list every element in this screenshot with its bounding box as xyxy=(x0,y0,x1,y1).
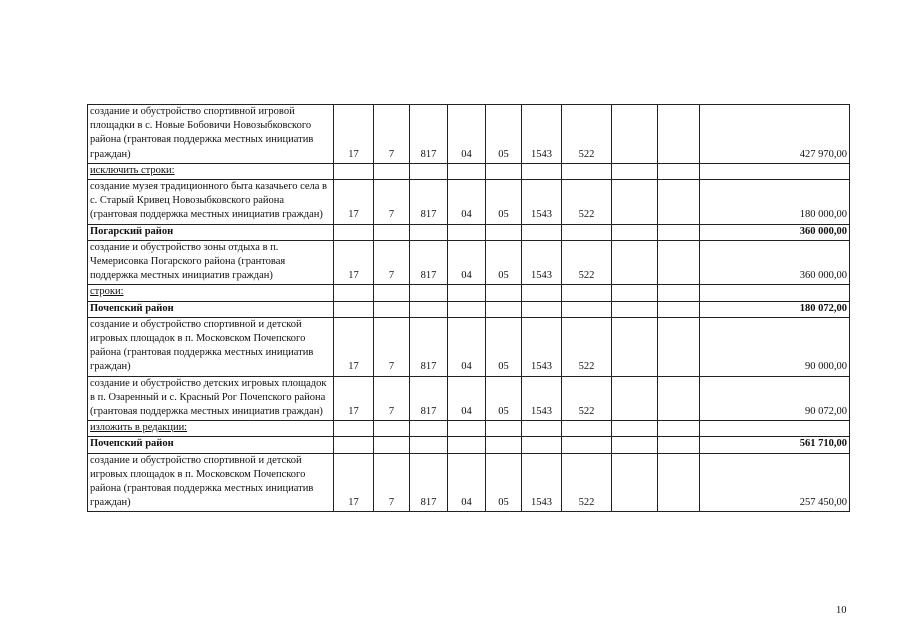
code-cell xyxy=(522,163,562,179)
code-cell: 522 xyxy=(562,453,612,512)
table-row xyxy=(88,453,850,512)
table-row xyxy=(88,105,850,164)
amount-cell xyxy=(700,163,850,179)
code-cell xyxy=(658,163,700,179)
code-cell xyxy=(448,301,486,317)
page-number: 10 xyxy=(836,605,847,616)
code-cell xyxy=(562,437,612,453)
code-cell xyxy=(612,376,658,421)
code-cell xyxy=(658,453,700,512)
code-cell: 522 xyxy=(562,317,612,376)
code-cell: 05 xyxy=(486,240,522,285)
code-cell: 04 xyxy=(448,180,486,225)
code-cell xyxy=(486,163,522,179)
code-cell: 817 xyxy=(410,105,448,164)
district-name: Почепский район xyxy=(88,437,334,453)
table-row xyxy=(88,376,850,421)
code-cell xyxy=(448,437,486,453)
code-cell: 17 xyxy=(334,105,374,164)
note-row xyxy=(88,285,850,301)
amount-cell xyxy=(700,421,850,437)
code-cell xyxy=(658,180,700,225)
district-row xyxy=(88,301,850,317)
code-cell xyxy=(562,224,612,240)
code-cell xyxy=(486,224,522,240)
code-cell xyxy=(562,301,612,317)
district-name: Почепский район xyxy=(88,301,334,317)
code-cell xyxy=(410,285,448,301)
item-description: создание и обустройство спортивной и детской игровых площадок в п. Московском Почепского района (грантовая поддержка местных инициатив граждан) xyxy=(88,453,334,512)
code-cell xyxy=(486,421,522,437)
code-cell xyxy=(410,437,448,453)
code-cell: 17 xyxy=(334,240,374,285)
code-cell: 7 xyxy=(374,180,410,225)
code-cell xyxy=(658,240,700,285)
code-cell xyxy=(658,224,700,240)
code-cell xyxy=(612,317,658,376)
code-cell xyxy=(410,163,448,179)
code-cell xyxy=(522,301,562,317)
code-cell: 817 xyxy=(410,240,448,285)
code-cell xyxy=(612,421,658,437)
code-cell xyxy=(612,437,658,453)
code-cell: 817 xyxy=(410,376,448,421)
code-cell xyxy=(612,285,658,301)
item-description: создание и обустройство спортивной игровой площадки в с. Новые Бобовичи Новозыбковского района (грантовая поддержка местных инициатив граждан) xyxy=(88,105,334,164)
code-cell xyxy=(334,224,374,240)
code-cell xyxy=(334,421,374,437)
code-cell xyxy=(612,180,658,225)
code-cell xyxy=(374,224,410,240)
code-cell: 04 xyxy=(448,376,486,421)
amount-cell: 180 000,00 xyxy=(700,180,850,225)
table-row xyxy=(88,180,850,225)
amount-cell: 561 710,00 xyxy=(700,437,850,453)
amount-cell: 360 000,00 xyxy=(700,224,850,240)
code-cell: 17 xyxy=(334,180,374,225)
note-row xyxy=(88,163,850,179)
code-cell xyxy=(562,285,612,301)
code-cell: 817 xyxy=(410,317,448,376)
code-cell xyxy=(374,301,410,317)
code-cell: 522 xyxy=(562,240,612,285)
code-cell: 17 xyxy=(334,376,374,421)
amount-cell: 90 072,00 xyxy=(700,376,850,421)
code-cell: 522 xyxy=(562,105,612,164)
code-cell xyxy=(612,453,658,512)
amount-cell: 360 000,00 xyxy=(700,240,850,285)
amount-cell: 257 450,00 xyxy=(700,453,850,512)
code-cell xyxy=(410,224,448,240)
code-cell xyxy=(658,285,700,301)
district-row xyxy=(88,437,850,453)
code-cell xyxy=(612,163,658,179)
code-cell xyxy=(562,421,612,437)
code-cell xyxy=(334,163,374,179)
code-cell xyxy=(374,285,410,301)
table-row xyxy=(88,240,850,285)
code-cell xyxy=(334,437,374,453)
code-cell xyxy=(612,224,658,240)
code-cell xyxy=(562,163,612,179)
code-cell: 05 xyxy=(486,453,522,512)
code-cell xyxy=(522,285,562,301)
amount-cell: 180 072,00 xyxy=(700,301,850,317)
code-cell: 7 xyxy=(374,376,410,421)
code-cell: 05 xyxy=(486,376,522,421)
code-cell xyxy=(448,224,486,240)
code-cell: 04 xyxy=(448,240,486,285)
amount-cell: 90 000,00 xyxy=(700,317,850,376)
code-cell: 1543 xyxy=(522,180,562,225)
amount-cell: 427 970,00 xyxy=(700,105,850,164)
code-cell: 522 xyxy=(562,376,612,421)
budget-table xyxy=(87,104,850,512)
code-cell xyxy=(448,421,486,437)
instruction-text: строки: xyxy=(90,286,124,298)
code-cell: 04 xyxy=(448,105,486,164)
code-cell: 1543 xyxy=(522,317,562,376)
code-cell: 1543 xyxy=(522,376,562,421)
item-description: создание музея традиционного быта казачьего села в с. Старый Кривец Новозыбковского района (грантовая поддержка местных инициатив граждан) xyxy=(88,180,334,225)
code-cell: 17 xyxy=(334,317,374,376)
code-cell xyxy=(334,301,374,317)
code-cell: 522 xyxy=(562,180,612,225)
code-cell xyxy=(658,376,700,421)
code-cell: 817 xyxy=(410,180,448,225)
code-cell xyxy=(612,105,658,164)
code-cell: 7 xyxy=(374,453,410,512)
edit-instruction xyxy=(88,421,334,437)
code-cell xyxy=(522,437,562,453)
edit-instruction xyxy=(88,285,334,301)
code-cell xyxy=(448,163,486,179)
code-cell xyxy=(522,421,562,437)
code-cell xyxy=(658,437,700,453)
code-cell xyxy=(374,437,410,453)
table-body xyxy=(88,105,850,512)
code-cell xyxy=(612,301,658,317)
code-cell xyxy=(410,421,448,437)
instruction-text: исключить строки: xyxy=(90,164,175,176)
code-cell: 04 xyxy=(448,317,486,376)
code-cell: 1543 xyxy=(522,105,562,164)
district-name: Погарский район xyxy=(88,224,334,240)
code-cell xyxy=(374,163,410,179)
code-cell: 05 xyxy=(486,317,522,376)
code-cell: 7 xyxy=(374,105,410,164)
code-cell xyxy=(374,421,410,437)
note-row xyxy=(88,421,850,437)
item-description: создание и обустройство спортивной и детской игровых площадок в п. Московском Почепского района (грантовая поддержка местных инициатив граждан) xyxy=(88,317,334,376)
district-row xyxy=(88,224,850,240)
code-cell xyxy=(486,301,522,317)
code-cell xyxy=(658,301,700,317)
code-cell: 1543 xyxy=(522,240,562,285)
code-cell xyxy=(522,224,562,240)
code-cell: 1543 xyxy=(522,453,562,512)
item-description: создание и обустройство зоны отдыха в п. Чемерисовка Погарского района (грантовая поддержка местных инициатив граждан) xyxy=(88,240,334,285)
code-cell xyxy=(486,285,522,301)
code-cell: 17 xyxy=(334,453,374,512)
code-cell: 05 xyxy=(486,180,522,225)
item-description: создание и обустройство детских игровых площадок в п. Озаренный и с. Красный Рог Почепского района (грантовая поддержка местных инициатив граждан) xyxy=(88,376,334,421)
code-cell xyxy=(448,285,486,301)
code-cell xyxy=(410,301,448,317)
code-cell xyxy=(486,437,522,453)
amount-cell xyxy=(700,285,850,301)
code-cell: 05 xyxy=(486,105,522,164)
code-cell: 817 xyxy=(410,453,448,512)
code-cell xyxy=(334,285,374,301)
instruction-text: изложить в редакции: xyxy=(90,422,188,434)
code-cell xyxy=(612,240,658,285)
code-cell: 7 xyxy=(374,240,410,285)
code-cell xyxy=(658,105,700,164)
code-cell: 7 xyxy=(374,317,410,376)
table-row xyxy=(88,317,850,376)
code-cell xyxy=(658,421,700,437)
code-cell: 04 xyxy=(448,453,486,512)
edit-instruction xyxy=(88,163,334,179)
code-cell xyxy=(658,317,700,376)
